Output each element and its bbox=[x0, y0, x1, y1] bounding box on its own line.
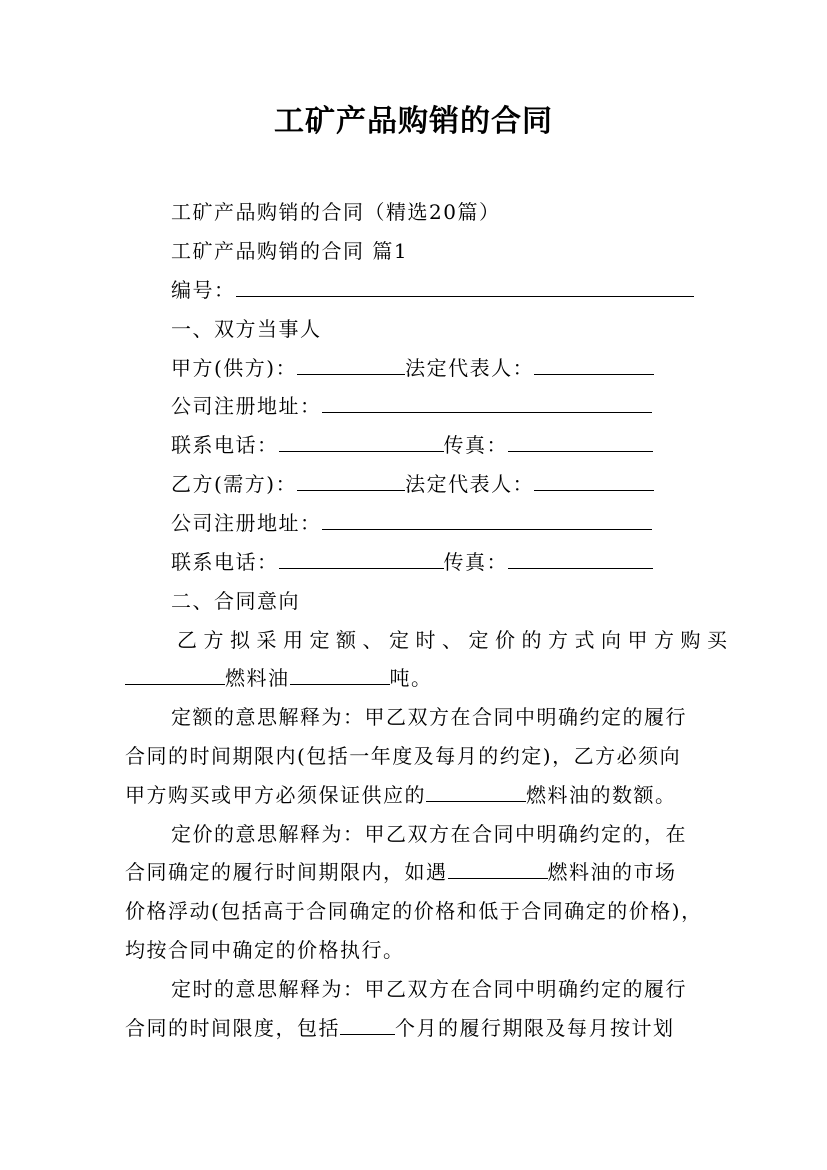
heading-intent: 二、合同意向 bbox=[171, 589, 300, 613]
quota-paragraph-line-1: 定额的意思解释为：甲乙双方在合同中明确约定的履行 bbox=[171, 705, 687, 729]
quota-text-b: 燃料油的数额。 bbox=[526, 783, 677, 807]
party-b-line bbox=[171, 470, 654, 498]
party-a-blank bbox=[297, 354, 405, 375]
product-blank bbox=[125, 664, 225, 685]
party-b-address-blank bbox=[322, 509, 652, 530]
party-b-legal-rep-label: 法定代表人： bbox=[405, 472, 535, 496]
party-b-phone-blank bbox=[279, 548, 444, 569]
time-paragraph-line-1: 定时的意思解释为：甲乙双方在合同中明确约定的履行 bbox=[171, 977, 687, 1001]
months-blank bbox=[340, 1014, 395, 1035]
price-blank bbox=[448, 858, 548, 879]
party-b-phone-label: 联系电话： bbox=[171, 550, 279, 574]
party-b-label: 乙方(需方)： bbox=[171, 472, 298, 496]
quota-paragraph-line-3 bbox=[125, 781, 677, 809]
fuel-oil-text: 燃料油 bbox=[225, 666, 290, 690]
price-paragraph-line-1: 定价的意思解释为：甲乙双方在合同中明确约定的，在 bbox=[171, 822, 687, 846]
price-paragraph-line-2 bbox=[125, 858, 677, 886]
document-subtitle: 工矿产品购销的合同（精选20篇） bbox=[171, 200, 501, 224]
party-a-contact-line bbox=[171, 431, 653, 459]
price-text-a: 合同确定的履行时间期限内，如遇 bbox=[125, 860, 448, 884]
ton-unit-text: 吨。 bbox=[389, 666, 433, 690]
party-b-blank bbox=[297, 470, 405, 491]
quota-text-a: 甲方购买或甲方必须保证供应的 bbox=[125, 783, 426, 807]
contract-number-line bbox=[171, 276, 694, 304]
tonnage-blank bbox=[290, 664, 390, 685]
quota-blank bbox=[426, 781, 526, 802]
time-paragraph-line-2 bbox=[125, 1014, 675, 1042]
party-a-legal-rep-label: 法定代表人： bbox=[405, 356, 535, 380]
price-paragraph-line-4: 均按合同中确定的价格执行。 bbox=[125, 938, 405, 962]
party-a-legal-rep-blank bbox=[534, 354, 654, 375]
price-paragraph-line-3: 价格浮动(包括高于合同确定的价格和低于合同确定的价格)， bbox=[125, 899, 703, 923]
section-heading: 工矿产品购销的合同 篇1 bbox=[171, 239, 409, 263]
party-b-contact-line bbox=[171, 548, 653, 576]
party-b-fax-label: 传真： bbox=[443, 550, 508, 574]
party-a-address-blank bbox=[322, 392, 652, 413]
party-a-line bbox=[171, 354, 654, 382]
party-a-address-line bbox=[171, 392, 652, 420]
intent-paragraph-line-2 bbox=[125, 664, 433, 692]
document-title: 工矿产品购销的合同 bbox=[274, 104, 553, 139]
number-blank bbox=[236, 276, 694, 297]
party-a-phone-label: 联系电话： bbox=[171, 433, 279, 457]
party-b-address-label: 公司注册地址： bbox=[171, 511, 322, 535]
party-a-phone-blank bbox=[279, 431, 444, 452]
party-b-address-line bbox=[171, 509, 652, 537]
number-label: 编号： bbox=[171, 278, 236, 302]
party-b-fax-blank bbox=[508, 548, 653, 569]
time-text-b: 个月的履行期限及每月按计划 bbox=[395, 1016, 675, 1040]
time-text-a: 合同的时间限度，包括 bbox=[125, 1016, 340, 1040]
party-a-address-label: 公司注册地址： bbox=[171, 394, 322, 418]
party-a-fax-label: 传真： bbox=[443, 433, 508, 457]
party-b-legal-rep-blank bbox=[534, 470, 654, 491]
price-text-b: 燃料油的市场 bbox=[547, 860, 677, 884]
intent-paragraph-line-1: 乙方拟采用定额、定时、定价的方式向甲方购买 bbox=[177, 628, 734, 652]
party-a-label: 甲方(供方)： bbox=[171, 356, 298, 380]
quota-paragraph-line-2: 合同的时间期限内(包括一年度及每月的约定)，乙方必须向 bbox=[125, 744, 682, 768]
party-a-fax-blank bbox=[508, 431, 653, 452]
heading-parties: 一、双方当事人 bbox=[171, 317, 322, 341]
